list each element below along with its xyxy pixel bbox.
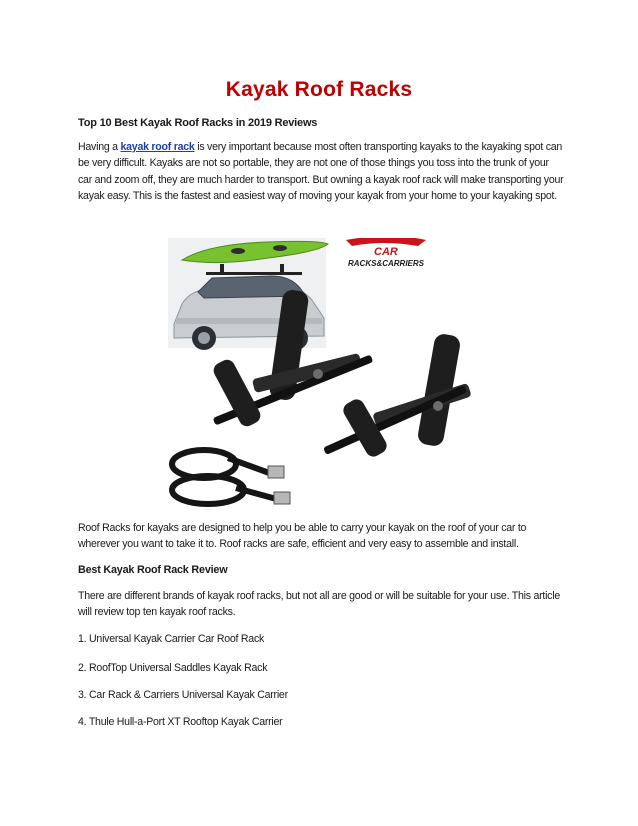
intro-text-before: Having a xyxy=(78,141,121,153)
review-intro-paragraph: There are different brands of kayak roof racks, but not all are good or will be suitable for your use. This article will review top ten kayak roof racks. xyxy=(78,590,560,619)
logo-text-top: CAR xyxy=(374,246,398,258)
intro-paragraph xyxy=(78,139,564,205)
list-item: 2. RoofTop Universal Saddles Kayak Rack xyxy=(78,662,268,674)
description-paragraph: Roof Racks for kayaks are designed to help you be able to carry your kayak on the roof of your car to wherever you want to take it to. Roof racks are safe, efficient and very easy to assemble and install. xyxy=(78,522,527,551)
kayak-roof-rack-link[interactable]: kayak roof rack xyxy=(120,141,195,153)
page-subtitle: Top 10 Best Kayak Roof Racks in 2019 Reviews xyxy=(78,117,318,129)
car-racks-carriers-logo xyxy=(346,238,426,268)
list-item: 4. Thule Hull-a-Port XT Rooftop Kayak Carrier xyxy=(78,716,283,728)
logo-text-bottom: RACKS&CARRIERS xyxy=(348,259,425,268)
list-item: 3. Car Rack & Carriers Universal Kayak Carrier xyxy=(78,689,288,701)
tie-down-straps xyxy=(172,450,290,504)
page-title: Kayak Roof Racks xyxy=(225,78,413,101)
list-item: 1. Universal Kayak Carrier Car Roof Rack xyxy=(78,633,265,645)
intro-text-after: is very important because most often transporting kayaks to the kayaking spot can be very difficult. Kayaks are not so portable, they are not one of those things you toss into the trunk of your car and zoom off, they are much harder to transport. But owning a kayak roof rack will make transporting your kayak easy. This is the fastest and easiest way of moving your kayak from your home to your kayaking spot. xyxy=(78,141,564,203)
review-heading: Best Kayak Roof Rack Review xyxy=(78,564,228,576)
product-image xyxy=(168,238,472,510)
kayak-carrier-rack-right xyxy=(323,333,472,460)
